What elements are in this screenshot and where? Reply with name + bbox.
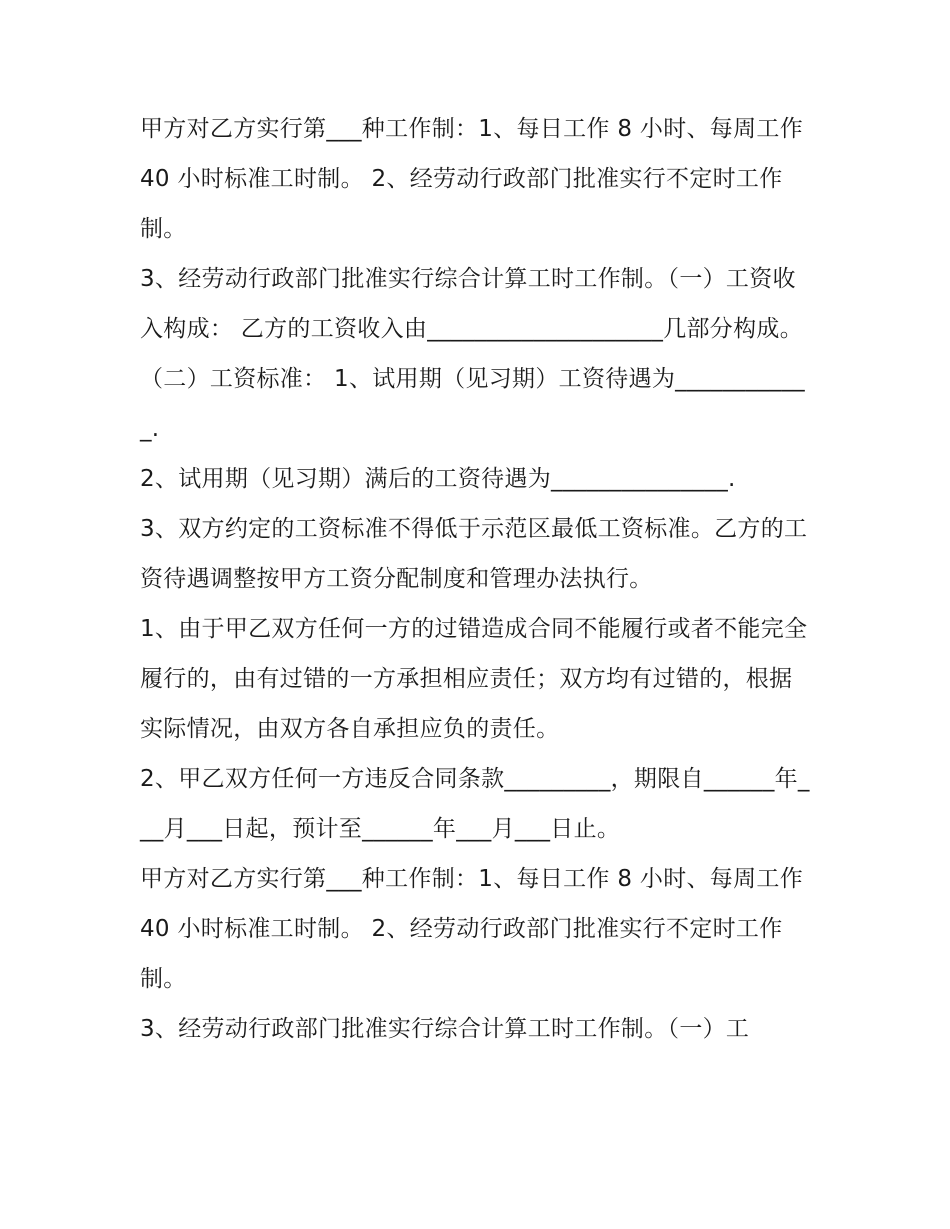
paragraph-comprehensive-hours: 3、经劳动行政部门批准实行综合计算工时工作制。（一）工资收入构成： 乙方的工资收入由____________________几部分构成。	[140, 266, 804, 342]
paragraph-breach-term: 2、甲乙双方任何一方违反合同条款_________，期限自______年___月___日起，预计至______年___月___日止。	[140, 766, 810, 842]
paragraph-comprehensive-hours-repeat: 3、经劳动行政部门批准实行综合计算工时工作制。（一）工	[140, 1016, 750, 1042]
document-body	[140, 104, 812, 1054]
paragraph-wage-standard: （二）工资标准： 1、试用期（见习期）工资待遇为____________.	[140, 366, 805, 442]
paragraph-minimum-wage: 3、双方约定的工资标准不得低于示范区最低工资标准。乙方的工资待遇调整按甲方工资分配制度和管理办法执行。	[140, 516, 808, 592]
paragraph-work-system-repeat: 甲方对乙方实行第___种工作制：1、每日工作 8 小时、每周工作 40 小时标准工时制。 2、经劳动行政部门批准实行不定时工作制。	[140, 866, 803, 992]
paragraph-post-probation-wage: 2、试用期（见习期）满后的工资待遇为_______________.	[140, 466, 736, 492]
paragraph-work-system: 甲方对乙方实行第___种工作制：1、每日工作 8 小时、每周工作 40 小时标准工时制。 2、经劳动行政部门批准实行不定时工作制。	[140, 116, 803, 242]
paragraph-liability: 1、由于甲乙双方任何一方的过错造成合同不能履行或者不能完全履行的，由有过错的一方承担相应责任；双方均有过错的，根据实际情况，由双方各自承担应负的责任。	[140, 616, 808, 742]
